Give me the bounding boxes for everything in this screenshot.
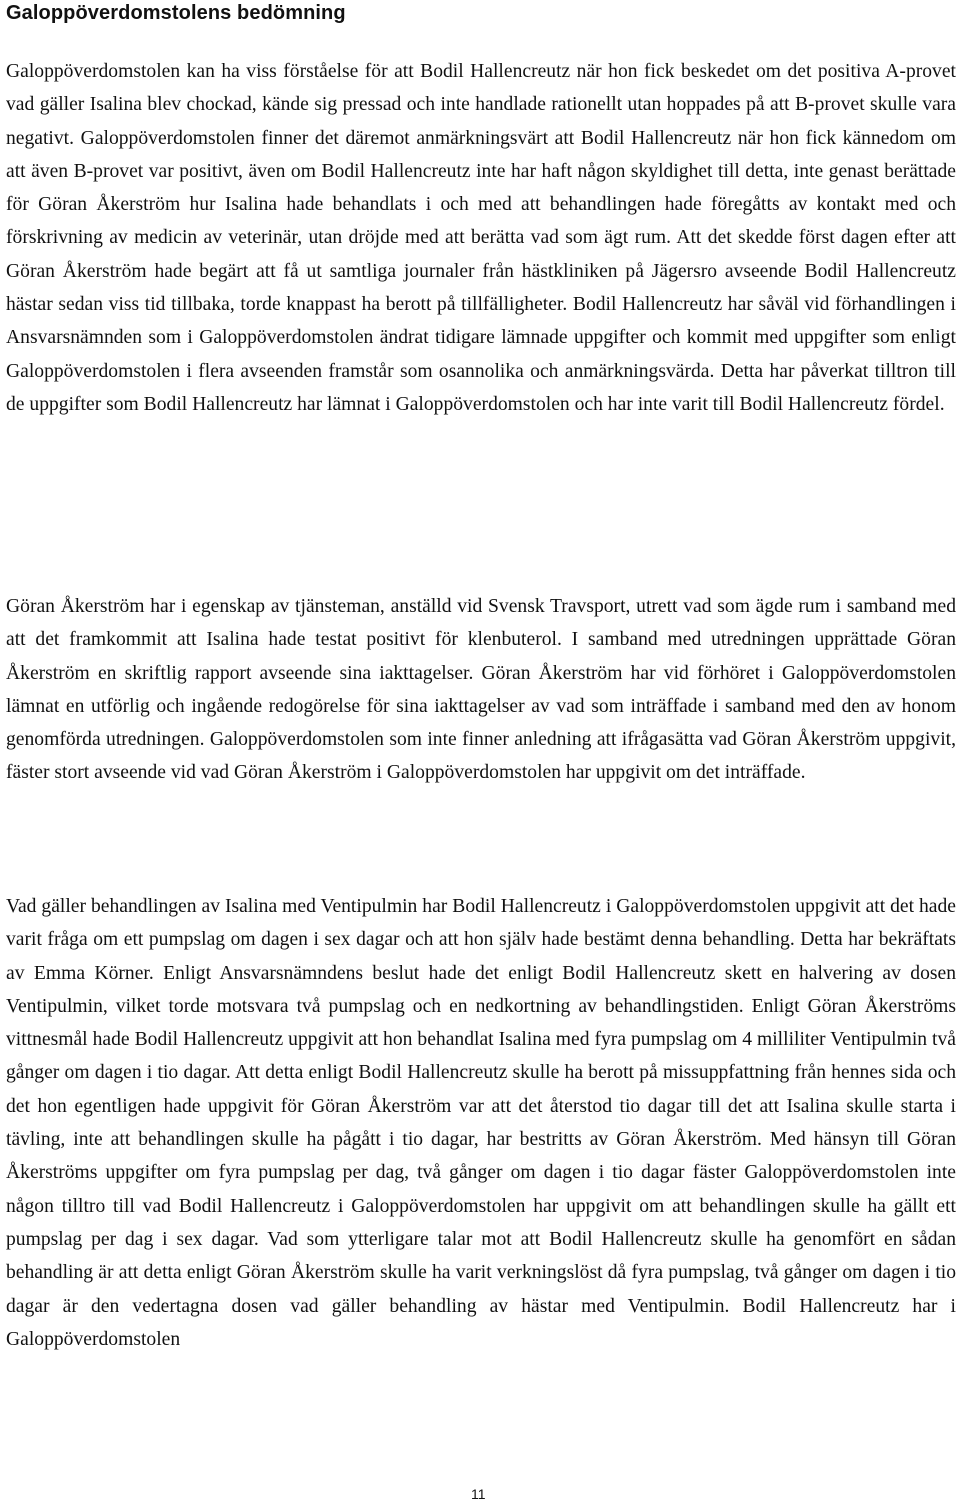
page-number: 11 [471, 1486, 486, 1502]
paragraph-2: Göran Åkerström har i egenskap av tjänsteman, anställd vid Svensk Travsport, utrett vad som ägde rum i samband med att det framkommit att Isalina hade testat positivt för klenbuterol. I samband med utredningen upprättade Göran Åkerström en skriftlig rapport avseende sina iakttagelser. Göran Åkerström har vid förhöret i Galoppöverdomstolen lämnat en utförlig och ingående redogörelse för sina iakttagelser av vad som inträffade i samband med den av honom genomförda utredningen. Galoppöverdomstolen som inte finner anledning att ifrågasätta vad Göran Åkerström uppgivit, fäster stort avseende vid vad Göran Åkerström i Galoppöverdomstolen har uppgivit om det inträffade. [6, 596, 956, 784]
document-page [6, 0, 956, 1509]
paragraph-1: Galoppöverdomstolen kan ha viss förståelse för att Bodil Hallencreutz när hon fick beskedet om det positiva A-provet vad gäller Isalina blev chockad, kände sig pressad och inte handlade rationellt utan hoppades på att B-provet skulle vara negativt. Galoppöverdomstolen finner det däremot anmärkningsvärt att Bodil Hallencreutz när hon fick kännedom om att även B-provet var positivt, även om Bodil Hallencreutz inte har haft någon skyldighet till detta, inte genast berättade för Göran Åkerström hur Isalina hade behandlats i och med att behandlingen hade föregåtts av kontakt med och förskrivning av medicin av veterinär, utan dröjde med att berätta vad som ägt rum. Att det skedde först dagen efter att Göran Åkerström hade begärt att få ut samtliga journaler från hästkliniken på Jägersro avseende Bodil Hallencreutz hästar sedan viss tid tillbaka, torde knappast ha berott på tillfälligheter. Bodil Hallencreutz har såväl vid förhandlingen i Ansvarsnämnden som i Galoppöverdomstolen ändrat tidigare lämnade uppgifter och kommit med uppgifter som enligt Galoppöverdomstolen i flera avseenden framstår som osannolika och anmärkningsvärda. Detta har påverkat tilltron till de uppgifter som Bodil Hallencreutz har lämnat i Galoppöverdomstolen och har inte varit till Bodil Hallencreutz fördel. [6, 61, 956, 415]
section-heading: Galoppöverdomstolens bedömning [6, 2, 346, 24]
paragraph-3: Vad gäller behandlingen av Isalina med Ventipulmin har Bodil Hallencreutz i Galoppöverdomstolen uppgivit att det hade varit fråga om ett pumpslag om dagen i sex dagar och att hon själv hade bestämt denna behandling. Detta har bekräftats av Emma Körner. Enligt Ansvarsnämndens beslut hade det enligt Bodil Hallencreutz skett en halvering av dosen Ventipulmin, vilket torde motsvara två pumpslag och en nedkortning av behandlingstiden. Enligt Göran Åkerströms vittnesmål hade Bodil Hallencreutz uppgivit att hon behandlat Isalina med fyra pumpslag om 4 milliliter Ventipulmin två gånger om dagen i tio dagar. Att detta enligt Bodil Hallencreutz skulle ha berott på missuppfattning från hennes sida och det hon egentligen hade uppgivit för Göran Åkerström var att det återstod tio dagar till det att Isalina skulle starta i tävling, inte att behandlingen skulle ha pågått i tio dagar, har bestritts av Göran Åkerström. Med hänsyn till Göran Åkerströms uppgifter om fyra pumpslag per dag, två gånger om dagen i tio dagar fäster Galoppöverdomstolen inte någon tilltro till vad Bodil Hallencreutz i Galoppöverdomstolen har uppgivit om att behandlingen skulle ha gällt ett pumpslag per dag i sex dagar. Vad som ytterligare talar mot att Bodil Hallencreutz skulle ha genomfört en sådan behandling är att detta enligt Göran Åkerström skulle ha varit verkningslöst då fyra pumpslag, två gånger om dagen i tio dagar är den vedertagna dosen vad gäller behandling av hästar med Ventipulmin. Bodil Hallencreutz har i Galoppöverdomstolen [6, 896, 956, 1350]
